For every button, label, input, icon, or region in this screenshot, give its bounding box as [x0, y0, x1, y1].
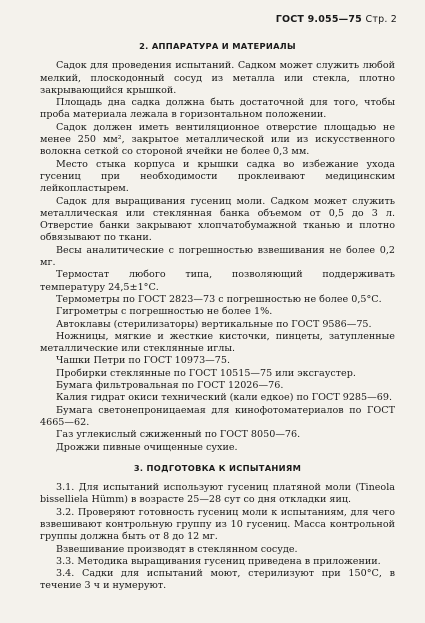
paragraph: 3.4. Садки для испытаний моют, стерилизуют при 150°С, в течение 3 ч и нумеруют.: [40, 568, 395, 592]
standard-number: ГОСТ 9.055—75: [275, 14, 362, 25]
paragraph: Взвешивание производят в стеклянном сосуде.: [56, 543, 298, 555]
page-header: [276, 14, 397, 25]
section-3-title: 3. ПОДГОТОВКА К ИСПЫТАНИЯМ: [133, 462, 302, 473]
paragraph: Бумага фильтровальная по ГОСТ 12026—76.: [56, 380, 284, 392]
paragraph: Гигрометры с погрешностью не более 1%.: [56, 306, 273, 318]
paragraph: Пробирки стеклянные по ГОСТ 10515—75 или эксгаустер.: [56, 367, 356, 379]
page-number: Стр. 2: [365, 14, 397, 25]
paragraph: Садок должен иметь вентиляционное отверстие площадью не менее 250 мм², закрытое металлической или из искусственного волокна сеткой со стороной ячейки не более 0,3 мм.: [40, 121, 395, 158]
paragraph: 3.1. Для испытаний используют гусениц платяной моли (Tineola bisselliela Hümm) в возрасте 25—28 сут со дня откладки яиц.: [40, 482, 395, 506]
section-2-title: 2. АППАРАТУРА И МАТЕРИАЛЫ: [139, 41, 296, 51]
paragraph: 3.3. Методика выращивания гусениц приведена в приложении.: [56, 555, 381, 567]
paragraph: Газ углекислый сжиженный по ГОСТ 8050—76.: [56, 429, 301, 441]
paragraph: Ножницы, мягкие и жесткие кисточки, пинцеты, затупленные металлические или стеклянные иглы.: [40, 330, 395, 355]
paragraph: Садок для проведения испытаний. Садком может служить любой мелкий, плоскодонный сосуд из металла или стекла, плотно закрывающийся крышкой.: [40, 60, 395, 96]
paragraph: Термометры по ГОСТ 2823—73 с погрешностью не более 0,5°С.: [56, 293, 382, 305]
paragraph: Садок для выращивания гусениц моли. Садком может служить металлическая или стеклянная банка объемом от 0,5 до 3 л. Отверстие банки закрывают хлопчатобумажной тканью и плотно обвязывают по ткани.: [40, 195, 395, 244]
paragraph: Весы аналитические с погрешностью взвешивания не более 0,2 мг.: [40, 244, 395, 269]
paragraph: Чашки Петри по ГОСТ 10973—75.: [56, 355, 231, 367]
document-body: [40, 40, 395, 593]
paragraph: Место стыка корпуса и крышки садка во избежание ухода гусениц при необходимости проклеивают медицинским лейкопластырем.: [40, 158, 395, 195]
section-3-body: [40, 482, 395, 593]
paragraph: Бумага светонепроницаемая для кинофотоматериалов по ГОСТ 4665—62.: [40, 404, 395, 428]
section-2-body: [40, 60, 395, 454]
paragraph: Термостат любого типа, позволяющий поддерживать температуру 24,5±1°С.: [40, 269, 395, 293]
paragraph: 3.2. Проверяют готовность гусениц моли к испытаниям, для чего взвешивают контрольную группу из 10 гусениц. Масса контрольной группы должна быть от 8 до 12 мг.: [40, 506, 395, 543]
paragraph: Дрожжи пивные очищенные сухие.: [56, 441, 238, 453]
paragraph: Автоклавы (стерилизаторы) вертикальные по ГОСТ 9586—75.: [56, 318, 372, 330]
paragraph: Калия гидрат окиси технический (кали едкое) по ГОСТ 9285—69.: [56, 392, 392, 404]
paragraph: Площадь дна садка должна быть достаточной для того, чтобы проба материала лежала в горизонтальном положении.: [40, 97, 395, 121]
